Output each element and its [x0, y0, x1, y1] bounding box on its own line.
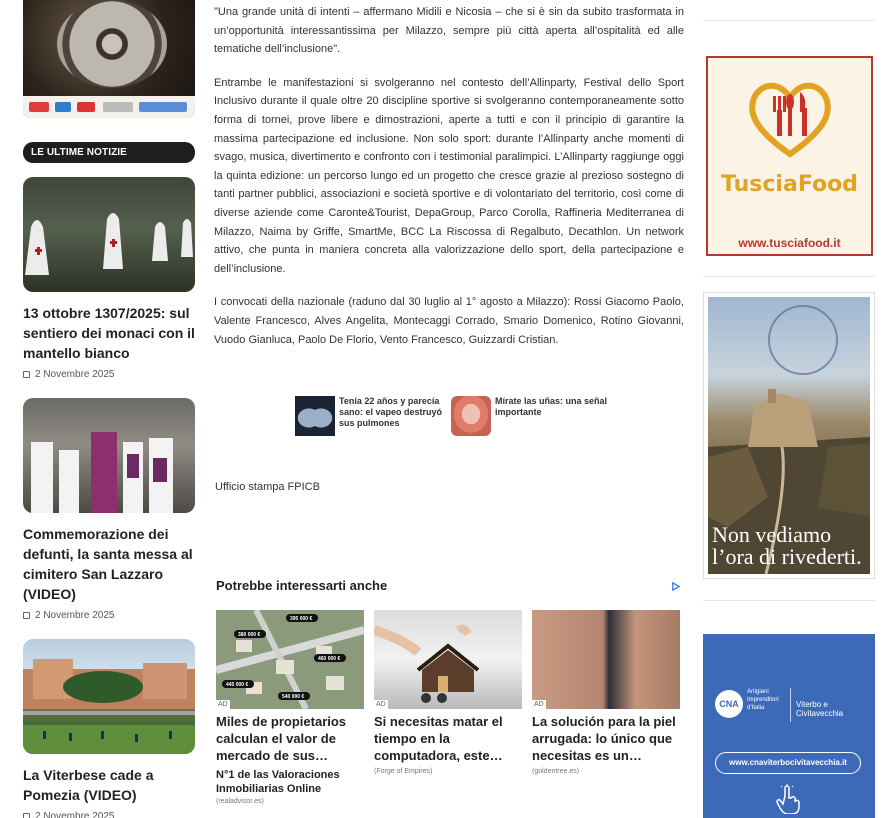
ad-label: AD: [376, 701, 386, 708]
news-date-text: 2 Novembre 2025: [35, 369, 115, 380]
calendar-icon: [23, 371, 30, 378]
cna-banner[interactable]: [703, 634, 875, 818]
civita-landscape-image: [708, 297, 870, 574]
tusciafood-banner[interactable]: [706, 56, 873, 256]
article-credit: Ufficio stampa FPICB: [215, 481, 320, 493]
banner-logo-strip: [23, 96, 195, 118]
article-paragraph: "Una grande unità di intenti – affermano Midili e Nicosia – che si è sin da subito trasformata in un’opportunità interessantissima per Milazzo, sempre più città aperta all’ospitalità ed alle tematiche dell’inclusione".: [214, 6, 684, 56]
tusciafood-url[interactable]: www.tusciafood.it: [738, 236, 841, 250]
ad-label: AD: [534, 701, 544, 708]
civita-slogan-line: l’ora di rivederti.: [712, 544, 862, 569]
latest-news-heading: LE ULTIME NOTIZIE: [23, 142, 195, 163]
inline-ad-text[interactable]: Mírate las uñas: una señal importante: [495, 396, 608, 417]
price-label: 395 000 €: [290, 616, 313, 622]
recommended-heading: [216, 578, 682, 598]
ad-card-source[interactable]: (goldentree.es): [532, 768, 580, 775]
news-thumbnail-stadium[interactable]: [23, 639, 195, 754]
divider: [703, 276, 875, 277]
news-title[interactable]: Commemorazione dei defunti, la santa messa al cimitero San Lazzaro (VIDEO): [23, 526, 193, 602]
left-sidebar: [23, 0, 195, 818]
divider: [703, 20, 875, 21]
ad-card-source[interactable]: (realadvisor.es): [216, 798, 264, 805]
civita-banner[interactable]: [703, 292, 875, 579]
cna-tagline-line: d’Italia: [747, 705, 765, 711]
ad-image-skin[interactable]: [532, 610, 680, 709]
cna-logo: CNA: [715, 690, 743, 718]
news-item[interactable]: [23, 639, 195, 818]
news-thumbnail-monks[interactable]: [23, 177, 195, 292]
civita-slogan: [712, 524, 862, 568]
calendar-icon: [23, 612, 30, 619]
civita-slogan-line: Non vediamo: [712, 522, 832, 547]
recommended-heading-text: Potrebbe interessarti anche: [216, 578, 388, 593]
inline-ad-text[interactable]: Tenía 22 años y parecía sano: el vapeo destruyó sus pulmones: [339, 396, 443, 428]
ad-card[interactable]: [374, 610, 522, 805]
ad-label: AD: [218, 701, 228, 708]
cna-tagline: [747, 688, 779, 712]
calendar-icon: [23, 813, 30, 818]
cna-divider: [790, 688, 791, 722]
cna-tagline-line: Artigiani: [747, 689, 769, 695]
ad-image-house-model[interactable]: [374, 610, 522, 709]
pointer-hand-icon: [775, 784, 801, 814]
ad-card-title[interactable]: Si necesitas matar el tiempo en la computadora, este…: [374, 714, 503, 763]
heart-cutlery-logo: [745, 78, 835, 158]
article-body: [214, 0, 684, 364]
news-title[interactable]: La Viterbese cade a Pomezia (VIDEO): [23, 767, 154, 803]
ad-card[interactable]: [532, 610, 680, 805]
cna-area: Viterbo e Civitavecchia: [796, 700, 844, 718]
ad-card-title[interactable]: Miles de propietarios calculan el valor de mercado de sus…: [216, 714, 347, 763]
article-paragraph: Entrambe le manifestazioni si svolgeranno nel contesto dell’Allinparty, Festival dello Sport Inclusivo durante il quale oltre 20 discipline sportive si svolgeranno contemporaneamente sotto forma di tornei, prove libere e dimostrazioni, aperte a tutti e con il principio di garantire la massima partecipazione ed inclusione. Non solo sport: durante l’Allinparty anche momenti di svago, musica, divertimento e confronto con i testimonial paralimpici. L’Allinparty raggiunge oggi la quinta edizione: un percorso lungo ed un progetto che cresce grazie al prezioso sostegno di tanti partner pubblici, associazioni e società sportive e di volontariato del territorio, così come di diverse aziende come Caronte&Tourist, DepaGroup, Parco Corolla, Raffineria Mediterranea di Milazzo, Naima by Griffe, SmartMe, BCC La Riscossa di Regalbuto, Decathlon. Un network attivo, che punta in maniera concreta alla valorizzazione dello sport, della partecipazione e dell’inclusione.: [214, 76, 684, 275]
tusciafood-brand: TusciaFood: [721, 172, 858, 197]
ad-card-source[interactable]: (Forge of Empires): [374, 768, 433, 775]
inline-ad-image-lungs[interactable]: [295, 396, 335, 436]
inline-ad-image-nail[interactable]: [451, 396, 491, 436]
inline-ad-item[interactable]: [451, 396, 621, 436]
news-title[interactable]: 13 ottobre 1307/2025: sul sentiero dei monaci con il mantello bianco: [23, 305, 195, 361]
news-date: [23, 610, 195, 621]
cna-url-button[interactable]: www.cnaviterbocivitavecchia.it: [715, 752, 861, 774]
news-date: [23, 811, 195, 818]
postal-stamp-mark: [768, 305, 838, 375]
ad-card-subtitle[interactable]: N°1 de las Valoraciones Inmobiliarias Online: [216, 769, 340, 795]
divider: [703, 600, 875, 601]
news-thumbnail-mass[interactable]: [23, 398, 195, 513]
price-label: 445 000 €: [226, 682, 249, 688]
news-date: [23, 369, 195, 380]
article-paragraph: I convocati della nazionale (raduno dal 30 luglio al 1° agosto a Milazzo): Rossi Giacomo Paolo, Valente Francesco, Alves Angelita, Montecaggi Corrado, Smario Domenico, Rotino Giovanni, Vuodo Gianluca, Paolo De Florio, Vento Francesco, Guizzardi Cristian.: [214, 296, 684, 346]
price-label: 540 000 €: [282, 694, 305, 700]
cna-tagline-line: Imprenditori: [747, 697, 779, 703]
price-label: 460 000 €: [318, 656, 341, 662]
ad-card-title[interactable]: La solución para la piel arrugada: lo único que necesitas es un…: [532, 714, 676, 763]
news-item[interactable]: [23, 398, 195, 621]
price-label: 380 000 €: [238, 632, 261, 638]
adchoices-icon[interactable]: [671, 582, 680, 591]
film-reel-image: [57, 0, 167, 88]
ad-image-houses[interactable]: [216, 610, 364, 709]
news-date-text: 2 Novembre 2025: [35, 610, 115, 621]
news-item[interactable]: [23, 177, 195, 380]
recommended-ads: [216, 578, 682, 805]
inline-ad-widget: [295, 396, 625, 436]
news-date-text: 2 Novembre 2025: [35, 811, 115, 818]
ad-card[interactable]: [216, 610, 364, 805]
film-reel-banner[interactable]: [23, 0, 195, 118]
inline-ad-item[interactable]: [295, 396, 445, 436]
